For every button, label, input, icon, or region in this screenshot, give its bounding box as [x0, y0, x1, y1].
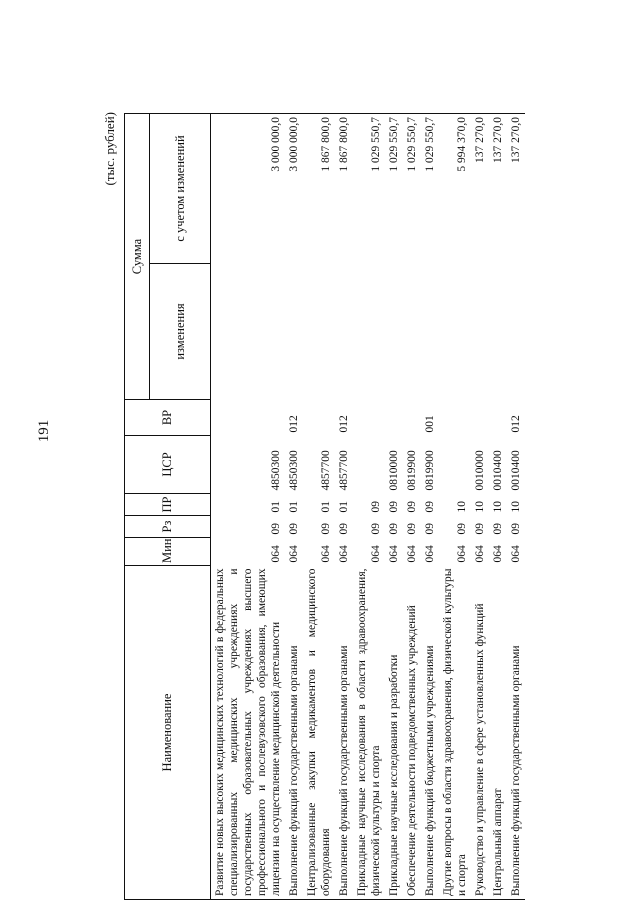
cell-min: 064 [320, 545, 332, 563]
cell-change [335, 264, 353, 400]
table-body [211, 114, 526, 900]
cell-vr [489, 400, 507, 436]
header-pr: ПР [125, 494, 211, 516]
table-row [507, 114, 525, 900]
cell-min: 064 [492, 545, 504, 563]
cell-pr: 09 [370, 501, 382, 513]
cell-total: 1 867 800,0 [303, 114, 335, 264]
cell-pr: 09 [406, 501, 418, 513]
cell-pr: 01 [270, 501, 282, 513]
cell-min: 064 [270, 545, 282, 563]
cell-pr: 10 [456, 501, 468, 513]
cell-change [303, 264, 335, 400]
cell-min: 064 [406, 545, 418, 563]
header-sum: Сумма [125, 114, 150, 400]
cell-pr: 10 [510, 501, 522, 513]
cell-rz: 09 [320, 523, 332, 535]
cell-vr: 012 [510, 415, 522, 433]
cell-vr [439, 400, 471, 436]
header-with-change: с учетом изменений [150, 114, 211, 264]
cell-total: 3 000 000,0 [211, 114, 286, 264]
cell-csr [353, 436, 385, 494]
cell-change [211, 264, 286, 400]
cell-min: 064 [456, 545, 468, 563]
cell-pr: 10 [492, 501, 504, 513]
cell-csr: 0010400 [510, 450, 522, 491]
table-row [285, 114, 303, 900]
cell-change [507, 264, 525, 400]
cell-total: 1 029 550,7 [403, 114, 421, 264]
table-row [385, 114, 403, 900]
cell-vr: 012 [288, 415, 300, 433]
cell-csr: 0810000 [388, 450, 400, 491]
cell-vr [471, 400, 489, 436]
cell-name: Другие вопросы в области здравоохранения, физической культуры и спорта [439, 566, 471, 900]
cell-pr: 10 [474, 501, 486, 513]
cell-name: Руководство и управление в сфере установленных функций [471, 566, 489, 900]
cell-total: 1 029 550,7 [385, 114, 403, 264]
cell-csr: 4850300 [288, 450, 300, 491]
cell-csr: 0819900 [406, 450, 418, 491]
header-csr: ЦСР [125, 436, 211, 494]
cell-csr: 0010000 [474, 450, 486, 491]
cell-change [385, 264, 403, 400]
header-vr: ВР [125, 400, 211, 436]
cell-vr [353, 400, 385, 436]
cell-pr: 09 [388, 501, 400, 513]
cell-csr [439, 436, 471, 494]
cell-vr [303, 400, 335, 436]
table-row [335, 114, 353, 900]
cell-rz: 09 [424, 523, 436, 535]
cell-min: 064 [338, 545, 350, 563]
cell-total: 137 270,0 [471, 114, 489, 264]
cell-pr: 01 [320, 501, 332, 513]
cell-csr: 0010400 [492, 450, 504, 491]
cell-name: Обеспечение деятельности подведомственных учреждений [403, 566, 421, 900]
cell-rz: 09 [492, 523, 504, 535]
cell-vr: 001 [424, 415, 436, 433]
cell-total: 1 029 550,7 [421, 114, 439, 264]
cell-vr [385, 400, 403, 436]
cell-change [285, 264, 303, 400]
table-row [439, 114, 471, 900]
table-row [353, 114, 385, 900]
units-label: (тыс. рублей) [102, 112, 117, 186]
cell-name: Центральный аппарат [489, 566, 507, 900]
table-row [421, 114, 439, 900]
cell-name: Развитие новых высоких медицинских технологий в федеральных специализированных медицинских учреждениях и государственных образовательных учреждениях высшего профессионального и послевузовского образования, имеющих лицензии на осуществление медицинской деятельности [211, 566, 286, 900]
cell-total: 1 867 800,0 [335, 114, 353, 264]
cell-change [421, 264, 439, 400]
cell-name: Централизованные закупки медикаментов и медицинского оборудования [303, 566, 335, 900]
cell-min: 064 [288, 545, 300, 563]
cell-name: Выполнение функций государственными органами [335, 566, 353, 900]
rotated-page-content [100, 110, 590, 900]
budget-table [124, 113, 525, 900]
cell-min: 064 [474, 545, 486, 563]
cell-csr: 0819900 [424, 450, 436, 491]
header-min: Мин [125, 538, 211, 566]
cell-change [471, 264, 489, 400]
cell-name: Прикладные научные исследования и разработки [385, 566, 403, 900]
cell-change [489, 264, 507, 400]
cell-csr: 4850300 [270, 450, 282, 491]
cell-total: 3 000 000,0 [285, 114, 303, 264]
cell-total: 137 270,0 [489, 114, 507, 264]
cell-csr: 4857700 [338, 450, 350, 491]
cell-name: Выполнение функций государственными органами [507, 566, 525, 900]
cell-change [439, 264, 471, 400]
table-row [303, 114, 335, 900]
cell-name: Прикладные научные исследования в области здравоохранения, физической культуры и спорта [353, 566, 385, 900]
table-row [403, 114, 421, 900]
cell-total: 5 994 370,0 [439, 114, 471, 264]
table-row [489, 114, 507, 900]
cell-min: 064 [370, 545, 382, 563]
cell-vr [211, 400, 286, 436]
table-row [471, 114, 489, 900]
cell-rz: 09 [288, 523, 300, 535]
cell-rz: 09 [406, 523, 418, 535]
cell-name: Выполнение функций государственными органами [285, 566, 303, 900]
cell-rz: 09 [474, 523, 486, 535]
cell-rz: 09 [338, 523, 350, 535]
cell-min: 064 [424, 545, 436, 563]
cell-total: 137 270,0 [507, 114, 525, 264]
cell-rz: 09 [388, 523, 400, 535]
cell-vr [403, 400, 421, 436]
cell-vr: 012 [338, 415, 350, 433]
cell-min: 064 [510, 545, 522, 563]
cell-change [353, 264, 385, 400]
cell-rz: 09 [456, 523, 468, 535]
page-number: 191 [36, 419, 52, 443]
header-rz: Рз [125, 516, 211, 538]
table-row [211, 114, 286, 900]
cell-rz: 09 [270, 523, 282, 535]
cell-total: 1 029 550,7 [353, 114, 385, 264]
cell-min: 064 [388, 545, 400, 563]
cell-csr: 4857700 [320, 450, 332, 491]
cell-pr: 09 [424, 501, 436, 513]
cell-change [403, 264, 421, 400]
cell-rz: 09 [510, 523, 522, 535]
cell-rz: 09 [370, 523, 382, 535]
cell-name: Выполнение функций бюджетными учреждениями [421, 566, 439, 900]
header-change: изменения [150, 264, 211, 400]
cell-pr: 01 [288, 501, 300, 513]
cell-pr: 01 [338, 501, 350, 513]
header-name: Наименование [125, 566, 211, 900]
